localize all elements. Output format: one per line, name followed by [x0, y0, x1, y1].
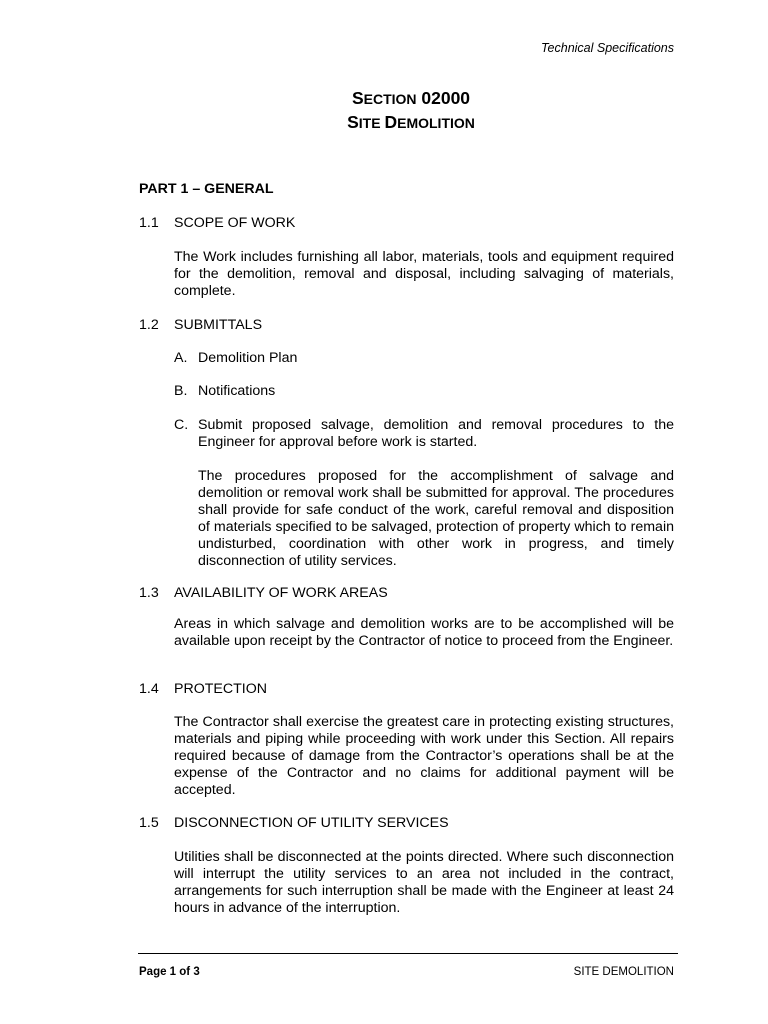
section-name-line: SITE DEMOLITION — [347, 112, 475, 132]
heading-1-4: 1.4 PROTECTION — [139, 681, 268, 697]
procedures-paragraph: The procedures proposed for the accomplishment of salvage and demolition or removal work shall be submitted for approval. The procedures shall provide for safe conduct of the work, careful removal and disposition of materials specified to be salvaged, protection of property which to remain undisturbed, coordination with other work in progress, and timely disconnection of utility services. — [198, 468, 674, 569]
heading-1-3: 1.3 AVAILABILITY OF WORK AREAS — [139, 585, 388, 601]
scope-of-work-paragraph: The Work includes furnishing all labor, materials, tools and equipment required for the demolition, removal and disposal, including salvaging of materials, complete. — [174, 249, 674, 299]
section-number-line: SECTION 02000 — [351, 88, 471, 108]
heading-1-1: 1.1 SCOPE OF WORK — [139, 215, 296, 231]
page-number: Page 1 of 3 — [139, 966, 200, 978]
running-footer: SITE DEMOLITION — [573, 966, 674, 978]
running-header: Technical Specifications — [541, 41, 674, 55]
work-areas-paragraph: Areas in which salvage and demolition works are to be accomplished will be available upon receipt by the Contractor of notice to proceed from the Engineer. — [174, 616, 674, 649]
submittal-item-b: B. Notifications — [174, 383, 276, 399]
heading-1-5: 1.5 DISCONNECTION OF UTILITY SERVICES — [139, 815, 449, 831]
heading-1-2: 1.2 SUBMITTALS — [139, 317, 263, 333]
protection-paragraph: The Contractor shall exercise the greatest care in protecting existing structures, materials and piping while proceeding with work under this Section. All repairs required because of damage from the Contractor’s operations shall be at the expense of the Contractor and no claims for additional payment will be accepted. — [174, 714, 674, 798]
utility-disconnection-paragraph: Utilities shall be disconnected at the points directed. Where such disconnection will interrupt the utility services to an area not included in the contract, arrangements for such interruption shall be made with the Engineer at least 24 hours in advance of the interruption. — [174, 849, 674, 916]
section-title — [0, 87, 768, 135]
submittal-item-a: A. Demolition Plan — [174, 350, 298, 366]
submittal-item-c: C. Submit proposed salvage, demolition and removal procedures to the Engineer for approval before work is started. — [174, 417, 674, 450]
part-heading: PART 1 – GENERAL — [139, 181, 274, 197]
footer-divider — [138, 953, 678, 954]
